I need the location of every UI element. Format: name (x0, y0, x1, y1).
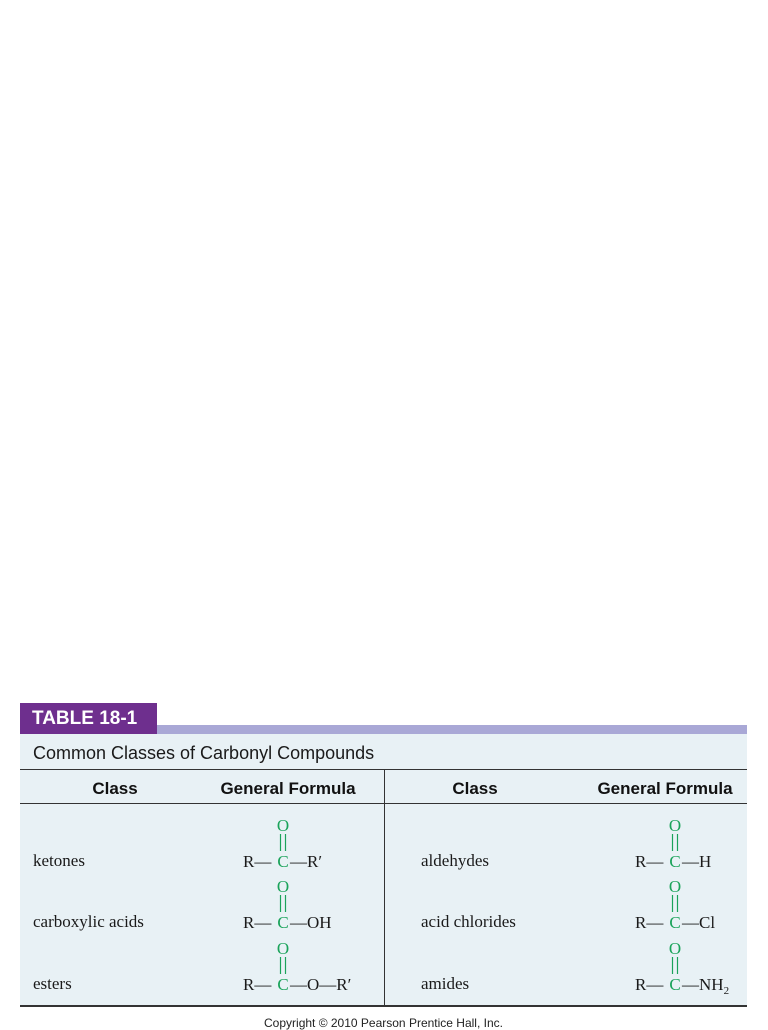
formula-esters (221, 939, 381, 995)
carbonyl-carbon: C (669, 975, 681, 994)
formula-aldehydes (613, 816, 768, 872)
formula-acid-chlorides (613, 877, 768, 933)
right-group: $—NH_2$ (682, 975, 730, 997)
class-esters: esters (33, 974, 72, 993)
class-amides: amides (421, 974, 470, 993)
class-carboxylic-acids: carboxylic acids (33, 912, 144, 931)
right-group: —Cl (682, 913, 716, 932)
header-class-right: Class (452, 779, 498, 798)
tag-accent-bar (157, 725, 747, 734)
table-panel (20, 734, 747, 1007)
carbonyl-oxygen: O (668, 877, 682, 896)
carbonyl-carbon: C (277, 913, 289, 932)
carbonyl-structure (221, 877, 381, 933)
carbonyl-oxygen: O (276, 816, 290, 835)
formula-carboxylic-acids (221, 877, 381, 933)
copyright-footer: Copyright © 2010 Pearson Prentice Hall, Inc. (264, 1016, 503, 1030)
carbonyl-carbon: C (277, 852, 289, 871)
left-group: R— (635, 975, 664, 994)
column-divider (384, 770, 385, 1006)
class-aldehydes: aldehydes (421, 851, 489, 870)
carbonyl-oxygen: O (668, 939, 682, 958)
right-group: —O—R′ (290, 975, 352, 994)
formula-amides (613, 939, 768, 995)
carbonyl-carbon: C (669, 852, 681, 871)
carbonyl-oxygen: O (276, 939, 290, 958)
carbonyl-carbon: C (277, 975, 289, 994)
carbonyl-structure (221, 816, 381, 872)
right-group: —R′ (290, 852, 323, 871)
carbonyl-structure (221, 939, 381, 995)
carbonyl-carbon: C (669, 913, 681, 932)
carbonyl-oxygen: O (276, 877, 290, 896)
carbonyl-table (20, 703, 747, 1030)
right-group: —OH (290, 913, 332, 932)
header-class-left: Class (92, 779, 138, 798)
carbonyl-structure (613, 816, 768, 872)
carbonyl-oxygen: O (668, 816, 682, 835)
left-group: R— (635, 852, 664, 871)
formula-ketones (221, 816, 381, 872)
carbonyl-structure (613, 877, 768, 933)
class-ketones: ketones (33, 851, 85, 870)
header-formula-left: General Formula (220, 779, 356, 798)
header-bottom-rule (20, 803, 747, 804)
left-group: R— (635, 913, 664, 932)
subscript: 2 (723, 985, 730, 997)
class-acid-chlorides: acid chlorides (421, 912, 516, 931)
left-group: R— (243, 913, 272, 932)
table-bottom-rule (20, 1005, 747, 1007)
right-group: —H (682, 852, 712, 871)
left-group: R— (243, 852, 272, 871)
table-number-tag: TABLE 18-1 (20, 703, 157, 734)
carbonyl-structure (613, 939, 768, 995)
table-caption: Common Classes of Carbonyl Compounds (33, 743, 375, 763)
left-group: R— (243, 975, 272, 994)
header-formula-right: General Formula (597, 779, 733, 798)
